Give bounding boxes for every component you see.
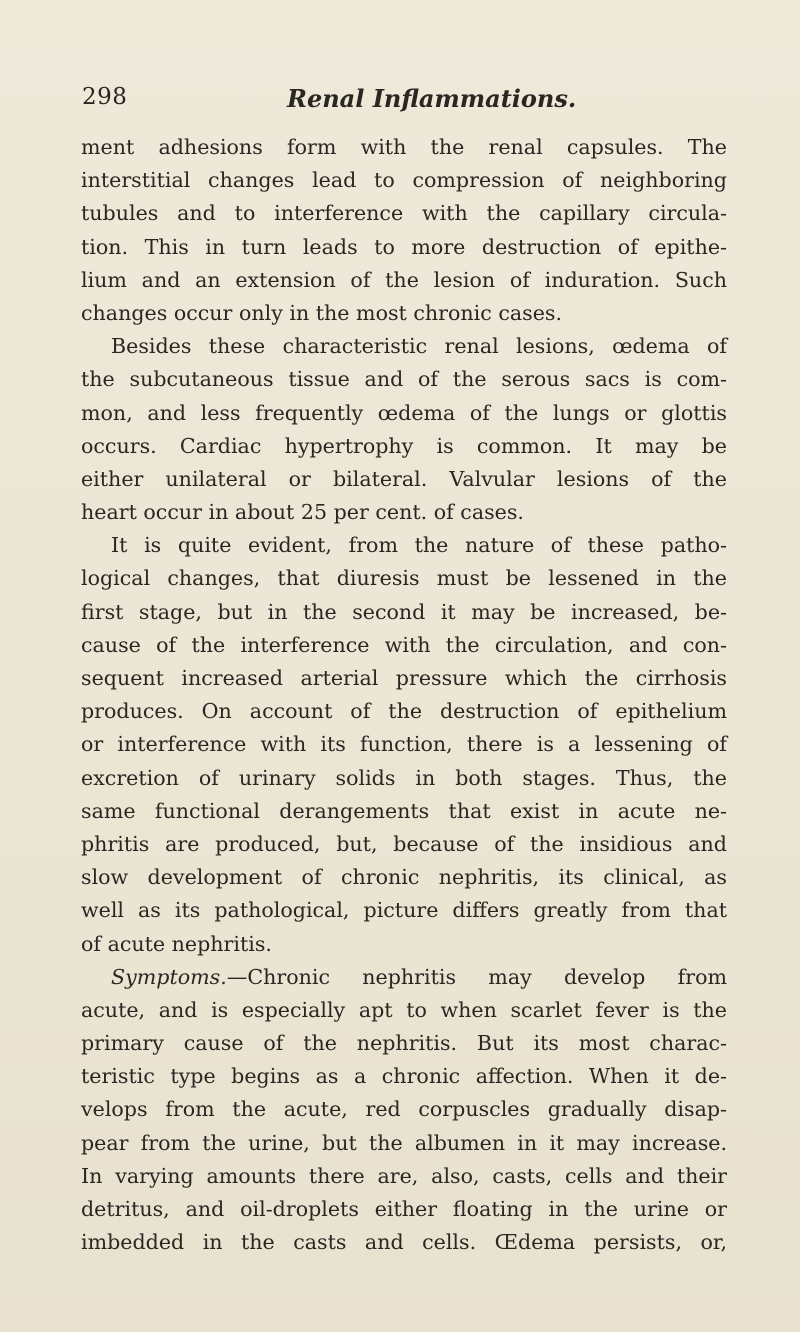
text-line: cause of the interference with the circulation, and con- xyxy=(81,632,727,657)
text-line: ment adhesions form with the renal capsules. The xyxy=(81,135,727,159)
text-line: tion. This in turn leads to more destruction of epithe- xyxy=(81,234,727,259)
text-line: velops from the acute, red corpuscles gradually disap- xyxy=(81,1097,727,1122)
text-line: the subcutaneous tissue and of the serous sacs is com- xyxy=(81,367,727,392)
text-line: slow development of chronic nephritis, its clinical, as xyxy=(81,865,727,890)
text-line xyxy=(81,961,727,994)
text-line: mon, and less frequently œdema of the lungs or glottis xyxy=(81,400,727,425)
text-line: first stage, but in the second it may be increased, be- xyxy=(81,599,727,624)
text-line: logical changes, that diuresis must be lessened in the xyxy=(81,566,727,591)
text-line: imbedded in the casts and cells. Œdema persists, or, xyxy=(81,1230,727,1255)
text-line: same functional derangements that exist in acute ne- xyxy=(81,798,727,823)
text-line: or interference with its function, there is a lessening of xyxy=(81,732,727,757)
text-line: heart occur in about 25 per cent. of cases. xyxy=(81,500,524,525)
text-line: primary cause of the nephritis. But its most charac- xyxy=(81,1031,727,1056)
text-line: Besides these characteristic renal lesions, œdema of xyxy=(111,334,727,359)
page-header xyxy=(82,84,722,120)
text-line: acute, and is especially apt to when scarlet fever is the xyxy=(81,997,727,1022)
text-line: sequent increased arterial pressure which the cirrhosis xyxy=(81,666,727,690)
text-line: either unilateral or bilateral. Valvular lesions of the xyxy=(81,466,727,491)
text-line: well as its pathological, picture differs greatly from that xyxy=(81,898,727,923)
text-line: pear from the urine, but the albumen in it may increase. xyxy=(81,1130,727,1155)
text-line: produces. On account of the destruction of epithelium xyxy=(81,699,727,724)
text-line: tubules and to interference with the capillary circula- xyxy=(81,201,727,226)
text-line: It is quite evident, from the nature of these patho- xyxy=(111,533,727,558)
text-line: lium and an extension of the lesion of induration. Such xyxy=(81,267,727,292)
text-line: In varying amounts there are, also, casts, cells and their xyxy=(81,1163,727,1188)
text-line: interstitial changes lead to compression of neighboring xyxy=(81,168,727,193)
running-title: Renal Inflammations. xyxy=(287,84,577,113)
text-line: phritis are produced, but, because of the insidious and xyxy=(81,831,727,856)
page-number: 298 xyxy=(82,84,128,110)
text-line: detritus, and oil-droplets either floating in the urine or xyxy=(81,1197,727,1221)
text-line: excretion of urinary solids in both stages. Thus, the xyxy=(81,765,727,790)
text-line: of acute nephritis. xyxy=(81,931,272,956)
body-text xyxy=(81,131,727,1259)
section-heading-symptoms: Symptoms. xyxy=(111,964,227,989)
text-line: teristic type begins as a chronic affection. When it de- xyxy=(81,1064,727,1089)
text-line: occurs. Cardiac hypertrophy is common. It may be xyxy=(81,433,727,458)
text-line: changes occur only in the most chronic cases. xyxy=(81,300,563,325)
text-run: —Chronic nephritis may develop from xyxy=(226,964,727,989)
